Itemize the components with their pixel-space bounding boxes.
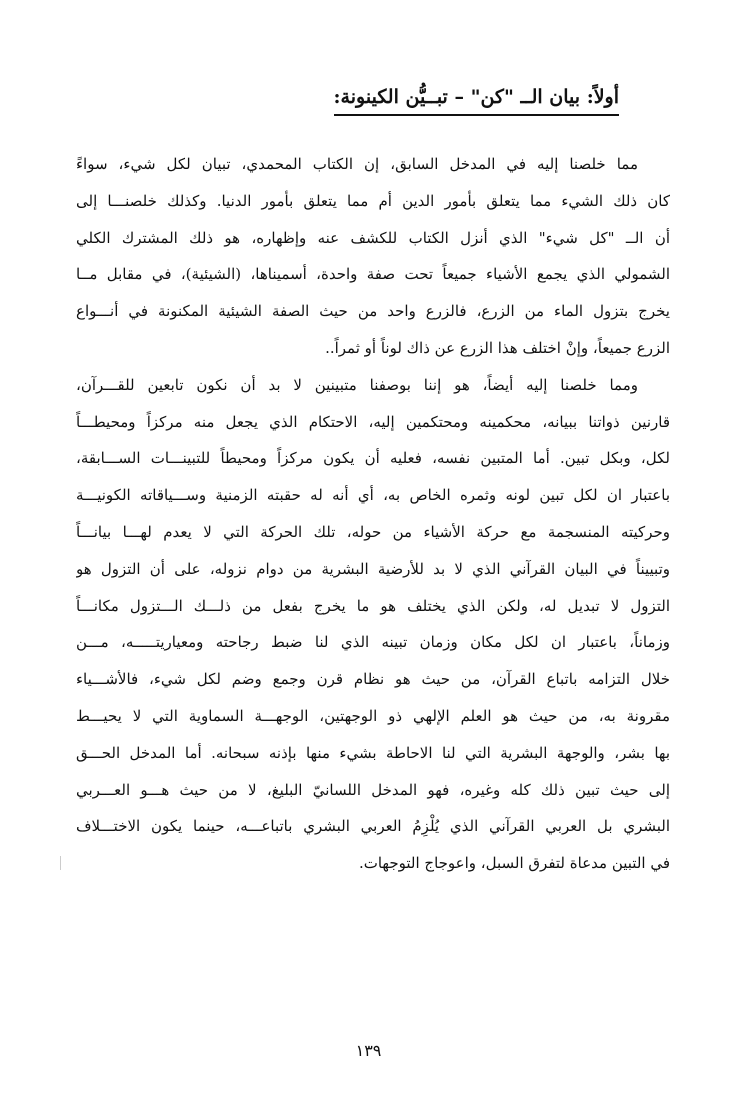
text-line: يخرج بتزول الماء من الزرع، فالزرع واحد من حيث الصفة الشيئية المكنونة في أنـــواع: [76, 302, 670, 321]
text-line: الشمولي الذي يجمع الأشياء جميعاً تحت صفة واحدة، أسميناها، (الشيئية)، في مقابل مــا: [76, 265, 670, 284]
text-line: مقرونة به، من حيث هو العلم الإلهي ذو الوجهتين، الوجهـــة السماوية التي لا يحيـــط: [76, 706, 670, 725]
text-line: البشري بل العربي القرآني الذي يُلْزِمُ العربي البشري باتباعـــه، حينما يكون الاختـــلاف: [76, 817, 670, 836]
text-line: بها بشر، والوجهة البشرية التي لنا الاحاطة بشيء منها بإذنه سبحانه. أما المدخل الحـــق: [76, 743, 670, 762]
text-line: مما خلصنا إليه في المدخل السابق، إن الكتاب المحمدي، تبيان لكل شيء، سواءً: [76, 155, 638, 173]
text-line: أن الــ "كل شيء" الذي أنزل الكتاب للكشف عنه وإظهاره، هو ذلك المشترك الكلي: [76, 228, 670, 247]
text-line: التزول لا تبديل له، ولكن الذي يختلف هو ما يخرج بفعل من ذلـــك الـــتزول مكانـــاً: [76, 596, 670, 615]
text-line: الزرع جميعاً، وإنْ اختلف هذا الزرع عن ذاك لوناً أو ثمراً..: [325, 338, 670, 357]
text-line: باعتبار ان لكل تبين لونه وثمره الخاص به، أي أنه له حقبته الزمنية وســـياقاته الكونيـــة: [76, 486, 670, 505]
page-number: ١٣٩: [355, 1041, 382, 1060]
text-line: وزماناً، باعتبار ان لكل مكان وزمان تبينه الذي لنا ضبط رجاحته ومعياريتـــــه، مـــن: [76, 633, 670, 652]
text-line: كان ذلك الشيء مما يتعلق بأمور الدين أم مما يتعلق بأمور الدنيا. وكذلك خلصنـــا إلى: [76, 191, 670, 210]
text-line: وحركيته المنسجمة مع حركة الأشياء من حوله، تلك الحركة التي لا يعدم لهـــا بيانـــاً: [76, 522, 670, 541]
text-line: قارنين ذواتنا ببيانه، محكمينه ومحتكمين إليه، الاحتكام الذي يجعل منه مركزاً ومحيطـــاً: [76, 412, 670, 431]
text-line: في التبين مدعاة لتفرق السبل، واعوجاج التوجهات.: [358, 854, 670, 873]
body-text: [76, 146, 670, 882]
text-line: ومما خلصنا إليه أيضاً، هو إننا بوصفنا متبينين لا بد أن نكون تابعين للقـــرآن،: [76, 375, 638, 394]
text-line: لكل، وبكل تبين. أما المتبين نفسه، فعليه أن يكون مركزاً ومحيطاً للتبينـــات الســـابقة،: [76, 449, 670, 468]
text-line: وتبييناً في البيان القرآني الذي لا بد للأرضية البشرية من دوام نزوله، على أن التزول هو: [76, 559, 670, 578]
margin-mark: [60, 856, 61, 870]
text-line: خلال التزامه باتباع القرآن، من حيث هو نظام قرن وجمع وضم لكل شيء، فالأشـــياء: [76, 670, 670, 689]
text-line: إلى حيث تبين ذلك كله وغيره، فهو المدخل اللسانيّ البليغ، لا من حيث هـــو العـــربي: [76, 780, 670, 799]
section-heading: أولاً: بيان الــ "كن" – تبــيُّن الكينونة:: [334, 84, 619, 116]
